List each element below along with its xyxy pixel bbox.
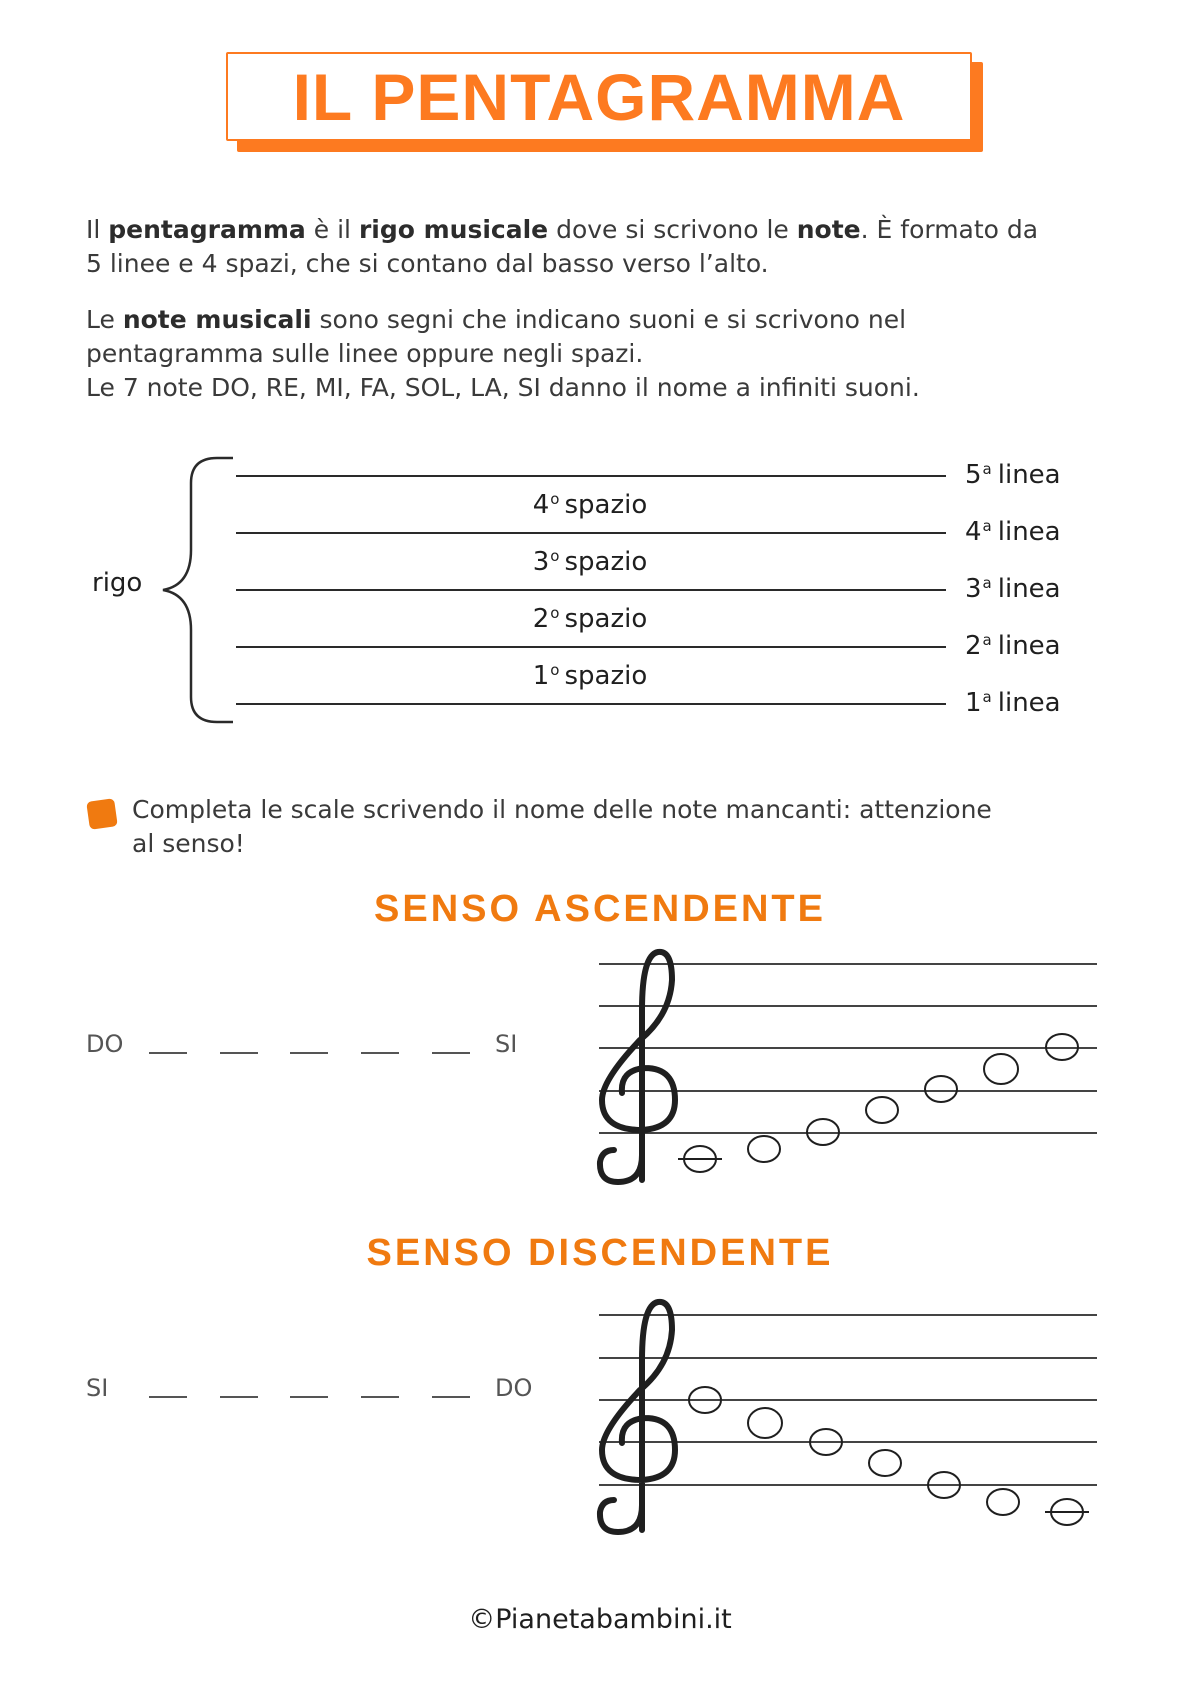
bold-term: pentagramma — [108, 215, 306, 244]
scale-start-note: DO — [86, 1030, 124, 1058]
answer-blank[interactable] — [432, 1052, 470, 1054]
section-title-descending: SENSO DISCENDENTE — [366, 1232, 834, 1274]
scale-start-note: SI — [86, 1374, 109, 1402]
text: dove si scrivono le — [548, 215, 797, 244]
text: Le 7 note DO, RE, MI, FA, SOL, LA, SI danno il nome a infiniti suoni. — [86, 373, 920, 402]
space-label-4: 4$^o$ spazio — [532, 490, 648, 520]
text: Completa le scale scrivendo il nome delle note mancanti: attenzione — [132, 795, 992, 824]
text: è il — [305, 215, 359, 244]
answer-blank[interactable] — [149, 1052, 187, 1054]
answer-blank[interactable] — [290, 1396, 328, 1398]
scale-end-note: DO — [495, 1374, 533, 1402]
space-label-1: 1$^o$ spazio — [532, 661, 648, 691]
bullet-icon — [86, 798, 118, 830]
space-label-3: 3$^o$ spazio — [532, 547, 648, 577]
bold-term: rigo musicale — [358, 215, 549, 244]
text: Le — [86, 305, 123, 334]
space-label-2: 2$^o$ spazio — [532, 604, 648, 634]
treble-clef-icon — [600, 952, 675, 1182]
text: . È formato da — [860, 215, 1039, 244]
staff-line-1 — [236, 703, 946, 705]
text: pentagramma sulle linee oppure negli spazi. — [86, 339, 644, 368]
ascending-staff — [590, 940, 1130, 1200]
section-title-ascending: SENSO ASCENDENTE — [374, 888, 826, 930]
bold-term: note — [796, 215, 861, 244]
staff-line-4 — [236, 532, 946, 534]
text: Il — [86, 215, 109, 244]
scale-end-note: SI — [495, 1030, 518, 1058]
curly-brace-icon — [155, 455, 235, 725]
intro-paragraph-1 — [86, 213, 1136, 281]
treble-clef-icon — [600, 1302, 675, 1532]
staff-line-2 — [236, 646, 946, 648]
answer-blank[interactable] — [361, 1396, 399, 1398]
title-box — [226, 52, 972, 141]
bold-term: note musicali — [122, 305, 312, 334]
footer-copyright: ©Pianetabambini.it — [468, 1604, 732, 1635]
text: al senso! — [132, 829, 245, 858]
text: sono segni che indicano suoni e si scrivono nel — [311, 305, 907, 334]
staff-line-3 — [236, 589, 946, 591]
answer-blank[interactable] — [220, 1396, 258, 1398]
line-label-2: 2$^a$ linea — [965, 631, 1061, 661]
answer-blank[interactable] — [361, 1052, 399, 1054]
intro-paragraph-2 — [86, 303, 1136, 405]
answer-blank[interactable] — [149, 1396, 187, 1398]
staff-line-5 — [236, 475, 946, 477]
line-label-3: 3$^a$ linea — [965, 574, 1061, 604]
text: 5 linee e 4 spazi, che si contano dal basso verso l’alto. — [86, 249, 769, 278]
descending-staff — [590, 1290, 1130, 1550]
answer-blank[interactable] — [432, 1396, 470, 1398]
page-title: IL PENTAGRAMMA — [292, 59, 906, 134]
answer-blank[interactable] — [220, 1052, 258, 1054]
brace-label: rigo — [92, 568, 143, 598]
line-label-5: 5$^a$ linea — [965, 460, 1061, 490]
answer-blank[interactable] — [290, 1052, 328, 1054]
exercise-instruction — [132, 793, 1132, 861]
line-label-4: 4$^a$ linea — [965, 517, 1061, 547]
line-label-1: 1$^a$ linea — [965, 688, 1061, 718]
